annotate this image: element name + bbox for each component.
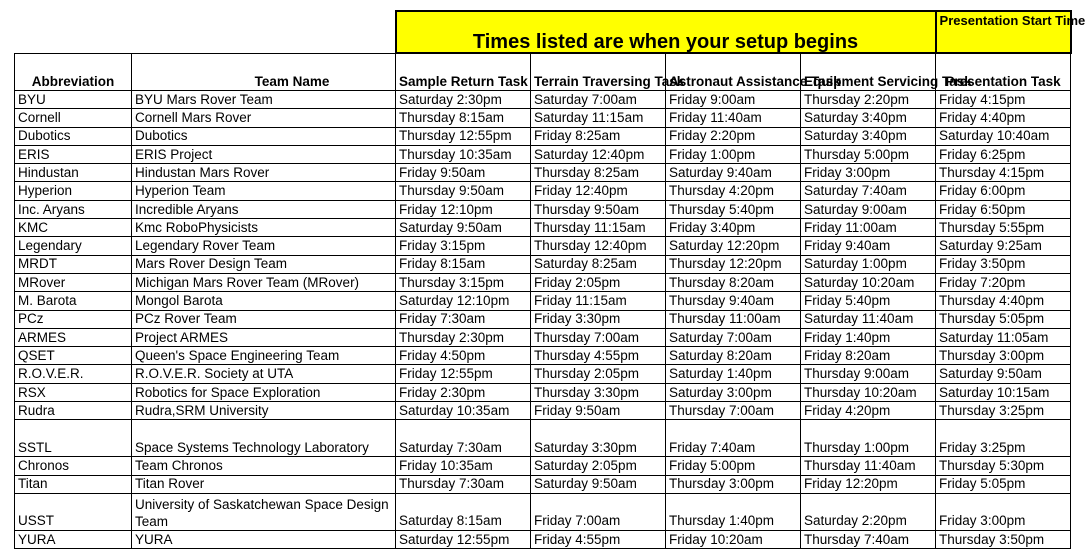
cell-terrain-traversing: Thursday 12:40pm bbox=[531, 237, 666, 255]
cell-equipment-servicing: Saturday 11:40am bbox=[801, 310, 936, 328]
column-header-sample-return: Sample Return Task bbox=[396, 53, 531, 91]
table-row bbox=[15, 145, 1071, 163]
schedule-table bbox=[14, 10, 1085, 549]
banner-row bbox=[15, 11, 1071, 53]
cell-sample-return: Thursday 2:30pm bbox=[396, 328, 531, 346]
cell-presentation: Friday 3:25pm bbox=[936, 420, 1071, 457]
table-row bbox=[15, 182, 1071, 200]
cell-terrain-traversing: Thursday 8:25am bbox=[531, 164, 666, 182]
table-row bbox=[15, 164, 1071, 182]
cell-presentation: Saturday 10:40am bbox=[936, 127, 1071, 145]
cell-equipment-servicing: Saturday 2:20pm bbox=[801, 493, 936, 530]
cell-sample-return: Friday 3:15pm bbox=[396, 237, 531, 255]
cell-terrain-traversing: Thursday 7:00am bbox=[531, 328, 666, 346]
cell-equipment-servicing: Thursday 10:20am bbox=[801, 383, 936, 401]
cell-terrain-traversing: Friday 12:40pm bbox=[531, 182, 666, 200]
cell-sample-return: Friday 8:15am bbox=[396, 255, 531, 273]
cell-team-name: ERIS Project bbox=[132, 145, 396, 163]
cell-terrain-traversing: Friday 8:25am bbox=[531, 127, 666, 145]
cell-astronaut-assistance: Saturday 9:40am bbox=[666, 164, 801, 182]
cell-presentation: Friday 3:50pm bbox=[936, 255, 1071, 273]
cell-abbreviation: YURA bbox=[15, 530, 132, 548]
column-header-equipment-servicing: Equipment Servicing Task bbox=[801, 53, 936, 91]
cell-astronaut-assistance: Thursday 11:00am bbox=[666, 310, 801, 328]
cell-sample-return: Friday 7:30am bbox=[396, 310, 531, 328]
cell-presentation: Thursday 4:40pm bbox=[936, 292, 1071, 310]
cell-terrain-traversing: Saturday 3:30pm bbox=[531, 420, 666, 457]
cell-team-name: BYU Mars Rover Team bbox=[132, 91, 396, 109]
cell-presentation: Thursday 5:55pm bbox=[936, 219, 1071, 237]
cell-terrain-traversing: Thursday 9:50am bbox=[531, 200, 666, 218]
cell-equipment-servicing: Friday 9:40am bbox=[801, 237, 936, 255]
table-row bbox=[15, 530, 1071, 548]
cell-astronaut-assistance: Thursday 7:00am bbox=[666, 402, 801, 420]
cell-team-name: Hindustan Mars Rover bbox=[132, 164, 396, 182]
cell-team-name: R.O.V.E.R. Society at UTA bbox=[132, 365, 396, 383]
cell-sample-return: Saturday 7:30am bbox=[396, 420, 531, 457]
cell-terrain-traversing: Thursday 11:15am bbox=[531, 219, 666, 237]
cell-team-name: Robotics for Space Exploration bbox=[132, 383, 396, 401]
cell-abbreviation: MRDT bbox=[15, 255, 132, 273]
cell-abbreviation: M. Barota bbox=[15, 292, 132, 310]
cell-presentation: Saturday 10:15am bbox=[936, 383, 1071, 401]
cell-abbreviation: BYU bbox=[15, 91, 132, 109]
cell-team-name: Legendary Rover Team bbox=[132, 237, 396, 255]
header-row bbox=[15, 53, 1071, 91]
column-header-abbreviation: Abbreviation bbox=[15, 53, 132, 91]
cell-abbreviation: ERIS bbox=[15, 145, 132, 163]
table-row bbox=[15, 200, 1071, 218]
cell-sample-return: Saturday 8:15am bbox=[396, 493, 531, 530]
cell-equipment-servicing: Friday 4:20pm bbox=[801, 402, 936, 420]
cell-team-name: Dubotics bbox=[132, 127, 396, 145]
cell-abbreviation: Legendary bbox=[15, 237, 132, 255]
cell-abbreviation: USST bbox=[15, 493, 132, 530]
cell-team-name: Cornell Mars Rover bbox=[132, 109, 396, 127]
cell-sample-return: Thursday 7:30am bbox=[396, 475, 531, 493]
cell-astronaut-assistance: Thursday 5:40pm bbox=[666, 200, 801, 218]
cell-team-name: PCz Rover Team bbox=[132, 310, 396, 328]
cell-abbreviation: ARMES bbox=[15, 328, 132, 346]
cell-team-name: Titan Rover bbox=[132, 475, 396, 493]
cell-astronaut-assistance: Saturday 3:00pm bbox=[666, 383, 801, 401]
cell-equipment-servicing: Thursday 5:00pm bbox=[801, 145, 936, 163]
cell-presentation: Thursday 5:30pm bbox=[936, 457, 1071, 475]
table-row bbox=[15, 273, 1071, 291]
cell-sample-return: Friday 9:50am bbox=[396, 164, 531, 182]
cell-presentation: Friday 6:00pm bbox=[936, 182, 1071, 200]
presentation-banner: Presentation Start Time bbox=[936, 11, 1071, 53]
table-row bbox=[15, 292, 1071, 310]
cell-sample-return: Saturday 2:30pm bbox=[396, 91, 531, 109]
cell-team-name: Michigan Mars Rover Team (MRover) bbox=[132, 273, 396, 291]
setup-banner: Times listed are when your setup begins bbox=[396, 11, 936, 53]
cell-presentation: Thursday 4:15pm bbox=[936, 164, 1071, 182]
column-header-team-name: Team Name bbox=[132, 53, 396, 91]
cell-abbreviation: QSET bbox=[15, 347, 132, 365]
cell-team-name: Hyperion Team bbox=[132, 182, 396, 200]
cell-presentation: Thursday 3:00pm bbox=[936, 347, 1071, 365]
cell-presentation: Thursday 5:05pm bbox=[936, 310, 1071, 328]
cell-presentation: Friday 6:50pm bbox=[936, 200, 1071, 218]
table-row bbox=[15, 383, 1071, 401]
cell-abbreviation: SSTL bbox=[15, 420, 132, 457]
cell-presentation: Friday 4:40pm bbox=[936, 109, 1071, 127]
cell-presentation: Saturday 9:25am bbox=[936, 237, 1071, 255]
cell-terrain-traversing: Saturday 9:50am bbox=[531, 475, 666, 493]
cell-equipment-servicing: Friday 5:40pm bbox=[801, 292, 936, 310]
cell-abbreviation: Hyperion bbox=[15, 182, 132, 200]
cell-equipment-servicing: Saturday 9:00am bbox=[801, 200, 936, 218]
banner-spacer bbox=[15, 11, 396, 53]
schedule-sheet bbox=[14, 10, 1085, 549]
cell-abbreviation: MRover bbox=[15, 273, 132, 291]
cell-sample-return: Saturday 9:50am bbox=[396, 219, 531, 237]
cell-abbreviation: RSX bbox=[15, 383, 132, 401]
cell-astronaut-assistance: Friday 9:00am bbox=[666, 91, 801, 109]
cell-team-name: Kmc RoboPhysicists bbox=[132, 219, 396, 237]
cell-equipment-servicing: Saturday 3:40pm bbox=[801, 127, 936, 145]
cell-abbreviation: PCz bbox=[15, 310, 132, 328]
cell-abbreviation: R.O.V.E.R. bbox=[15, 365, 132, 383]
cell-terrain-traversing: Saturday 12:40pm bbox=[531, 145, 666, 163]
table-row bbox=[15, 402, 1071, 420]
cell-presentation: Friday 4:15pm bbox=[936, 91, 1071, 109]
cell-abbreviation: Hindustan bbox=[15, 164, 132, 182]
cell-abbreviation: Chronos bbox=[15, 457, 132, 475]
cell-astronaut-assistance: Thursday 1:40pm bbox=[666, 493, 801, 530]
cell-equipment-servicing: Saturday 7:40am bbox=[801, 182, 936, 200]
cell-sample-return: Thursday 12:55pm bbox=[396, 127, 531, 145]
table-row bbox=[15, 255, 1071, 273]
cell-equipment-servicing: Thursday 11:40am bbox=[801, 457, 936, 475]
cell-astronaut-assistance: Friday 1:00pm bbox=[666, 145, 801, 163]
cell-sample-return: Friday 12:55pm bbox=[396, 365, 531, 383]
cell-equipment-servicing: Thursday 2:20pm bbox=[801, 91, 936, 109]
cell-astronaut-assistance: Saturday 8:20am bbox=[666, 347, 801, 365]
cell-astronaut-assistance: Friday 5:00pm bbox=[666, 457, 801, 475]
cell-presentation: Friday 3:00pm bbox=[936, 493, 1071, 530]
table-row bbox=[15, 420, 1071, 457]
table-row bbox=[15, 347, 1071, 365]
cell-abbreviation: KMC bbox=[15, 219, 132, 237]
cell-astronaut-assistance: Friday 3:40pm bbox=[666, 219, 801, 237]
table-row bbox=[15, 109, 1071, 127]
cell-sample-return: Friday 4:50pm bbox=[396, 347, 531, 365]
cell-team-name: Team Chronos bbox=[132, 457, 396, 475]
cell-team-name: Space Systems Technology Laboratory bbox=[132, 420, 396, 457]
cell-terrain-traversing: Thursday 3:30pm bbox=[531, 383, 666, 401]
cell-equipment-servicing: Friday 12:20pm bbox=[801, 475, 936, 493]
cell-team-name: Mars Rover Design Team bbox=[132, 255, 396, 273]
cell-terrain-traversing: Friday 2:05pm bbox=[531, 273, 666, 291]
cell-terrain-traversing: Friday 9:50am bbox=[531, 402, 666, 420]
cell-sample-return: Thursday 9:50am bbox=[396, 182, 531, 200]
cell-terrain-traversing: Friday 3:30pm bbox=[531, 310, 666, 328]
table-row bbox=[15, 328, 1071, 346]
cell-equipment-servicing: Friday 11:00am bbox=[801, 219, 936, 237]
cell-astronaut-assistance: Friday 10:20am bbox=[666, 530, 801, 548]
table-row bbox=[15, 91, 1071, 109]
table-row bbox=[15, 457, 1071, 475]
cell-presentation: Saturday 11:05am bbox=[936, 328, 1071, 346]
cell-abbreviation: Rudra bbox=[15, 402, 132, 420]
cell-equipment-servicing: Thursday 1:00pm bbox=[801, 420, 936, 457]
cell-presentation: Thursday 3:25pm bbox=[936, 402, 1071, 420]
cell-terrain-traversing: Friday 11:15am bbox=[531, 292, 666, 310]
cell-astronaut-assistance: Thursday 4:20pm bbox=[666, 182, 801, 200]
cell-terrain-traversing: Friday 7:00am bbox=[531, 493, 666, 530]
table-row bbox=[15, 365, 1071, 383]
column-header-astronaut-assistance: Astronaut Assistance Task bbox=[666, 53, 801, 91]
cell-equipment-servicing: Friday 3:00pm bbox=[801, 164, 936, 182]
cell-terrain-traversing: Thursday 2:05pm bbox=[531, 365, 666, 383]
cell-astronaut-assistance: Friday 7:40am bbox=[666, 420, 801, 457]
cell-equipment-servicing: Thursday 9:00am bbox=[801, 365, 936, 383]
table-row bbox=[15, 310, 1071, 328]
cell-terrain-traversing: Saturday 8:25am bbox=[531, 255, 666, 273]
table-row bbox=[15, 475, 1071, 493]
cell-abbreviation: Inc. Aryans bbox=[15, 200, 132, 218]
cell-terrain-traversing: Thursday 4:55pm bbox=[531, 347, 666, 365]
cell-equipment-servicing: Saturday 1:00pm bbox=[801, 255, 936, 273]
cell-astronaut-assistance: Thursday 12:20pm bbox=[666, 255, 801, 273]
cell-astronaut-assistance: Thursday 8:20am bbox=[666, 273, 801, 291]
cell-terrain-traversing: Saturday 11:15am bbox=[531, 109, 666, 127]
cell-presentation: Friday 7:20pm bbox=[936, 273, 1071, 291]
cell-equipment-servicing: Friday 1:40pm bbox=[801, 328, 936, 346]
cell-sample-return: Friday 2:30pm bbox=[396, 383, 531, 401]
cell-team-name: Rudra,SRM University bbox=[132, 402, 396, 420]
cell-sample-return: Friday 10:35am bbox=[396, 457, 531, 475]
cell-sample-return: Thursday 8:15am bbox=[396, 109, 531, 127]
column-header-terrain-traversing: Terrain Traversing Task bbox=[531, 53, 666, 91]
cell-team-name: Mongol Barota bbox=[132, 292, 396, 310]
cell-team-name: Queen's Space Engineering Team bbox=[132, 347, 396, 365]
cell-terrain-traversing: Saturday 2:05pm bbox=[531, 457, 666, 475]
cell-abbreviation: Titan bbox=[15, 475, 132, 493]
cell-astronaut-assistance: Thursday 3:00pm bbox=[666, 475, 801, 493]
table-row bbox=[15, 219, 1071, 237]
cell-sample-return: Thursday 10:35am bbox=[396, 145, 531, 163]
cell-equipment-servicing: Saturday 3:40pm bbox=[801, 109, 936, 127]
schedule-rows bbox=[15, 91, 1071, 549]
cell-equipment-servicing: Thursday 7:40am bbox=[801, 530, 936, 548]
cell-equipment-servicing: Friday 8:20am bbox=[801, 347, 936, 365]
cell-astronaut-assistance: Saturday 1:40pm bbox=[666, 365, 801, 383]
cell-sample-return: Saturday 12:10pm bbox=[396, 292, 531, 310]
cell-astronaut-assistance: Friday 2:20pm bbox=[666, 127, 801, 145]
cell-terrain-traversing: Friday 4:55pm bbox=[531, 530, 666, 548]
column-header-presentation: Presentation Task bbox=[936, 53, 1071, 91]
cell-presentation: Thursday 3:50pm bbox=[936, 530, 1071, 548]
table-row bbox=[15, 237, 1071, 255]
table-row bbox=[15, 493, 1071, 530]
cell-astronaut-assistance: Saturday 12:20pm bbox=[666, 237, 801, 255]
cell-astronaut-assistance: Thursday 9:40am bbox=[666, 292, 801, 310]
cell-sample-return: Saturday 12:55pm bbox=[396, 530, 531, 548]
cell-sample-return: Thursday 3:15pm bbox=[396, 273, 531, 291]
cell-presentation: Saturday 9:50am bbox=[936, 365, 1071, 383]
cell-equipment-servicing: Saturday 10:20am bbox=[801, 273, 936, 291]
cell-astronaut-assistance: Saturday 7:00am bbox=[666, 328, 801, 346]
cell-astronaut-assistance: Friday 11:40am bbox=[666, 109, 801, 127]
cell-terrain-traversing: Saturday 7:00am bbox=[531, 91, 666, 109]
cell-abbreviation: Dubotics bbox=[15, 127, 132, 145]
table-row bbox=[15, 127, 1071, 145]
cell-presentation: Friday 6:25pm bbox=[936, 145, 1071, 163]
cell-abbreviation: Cornell bbox=[15, 109, 132, 127]
cell-team-name: Incredible Aryans bbox=[132, 200, 396, 218]
cell-team-name: YURA bbox=[132, 530, 396, 548]
cell-sample-return: Saturday 10:35am bbox=[396, 402, 531, 420]
cell-presentation: Friday 5:05pm bbox=[936, 475, 1071, 493]
cell-team-name: Project ARMES bbox=[132, 328, 396, 346]
cell-sample-return: Friday 12:10pm bbox=[396, 200, 531, 218]
cell-team-name: University of Saskatchewan Space Design Team bbox=[132, 493, 396, 530]
